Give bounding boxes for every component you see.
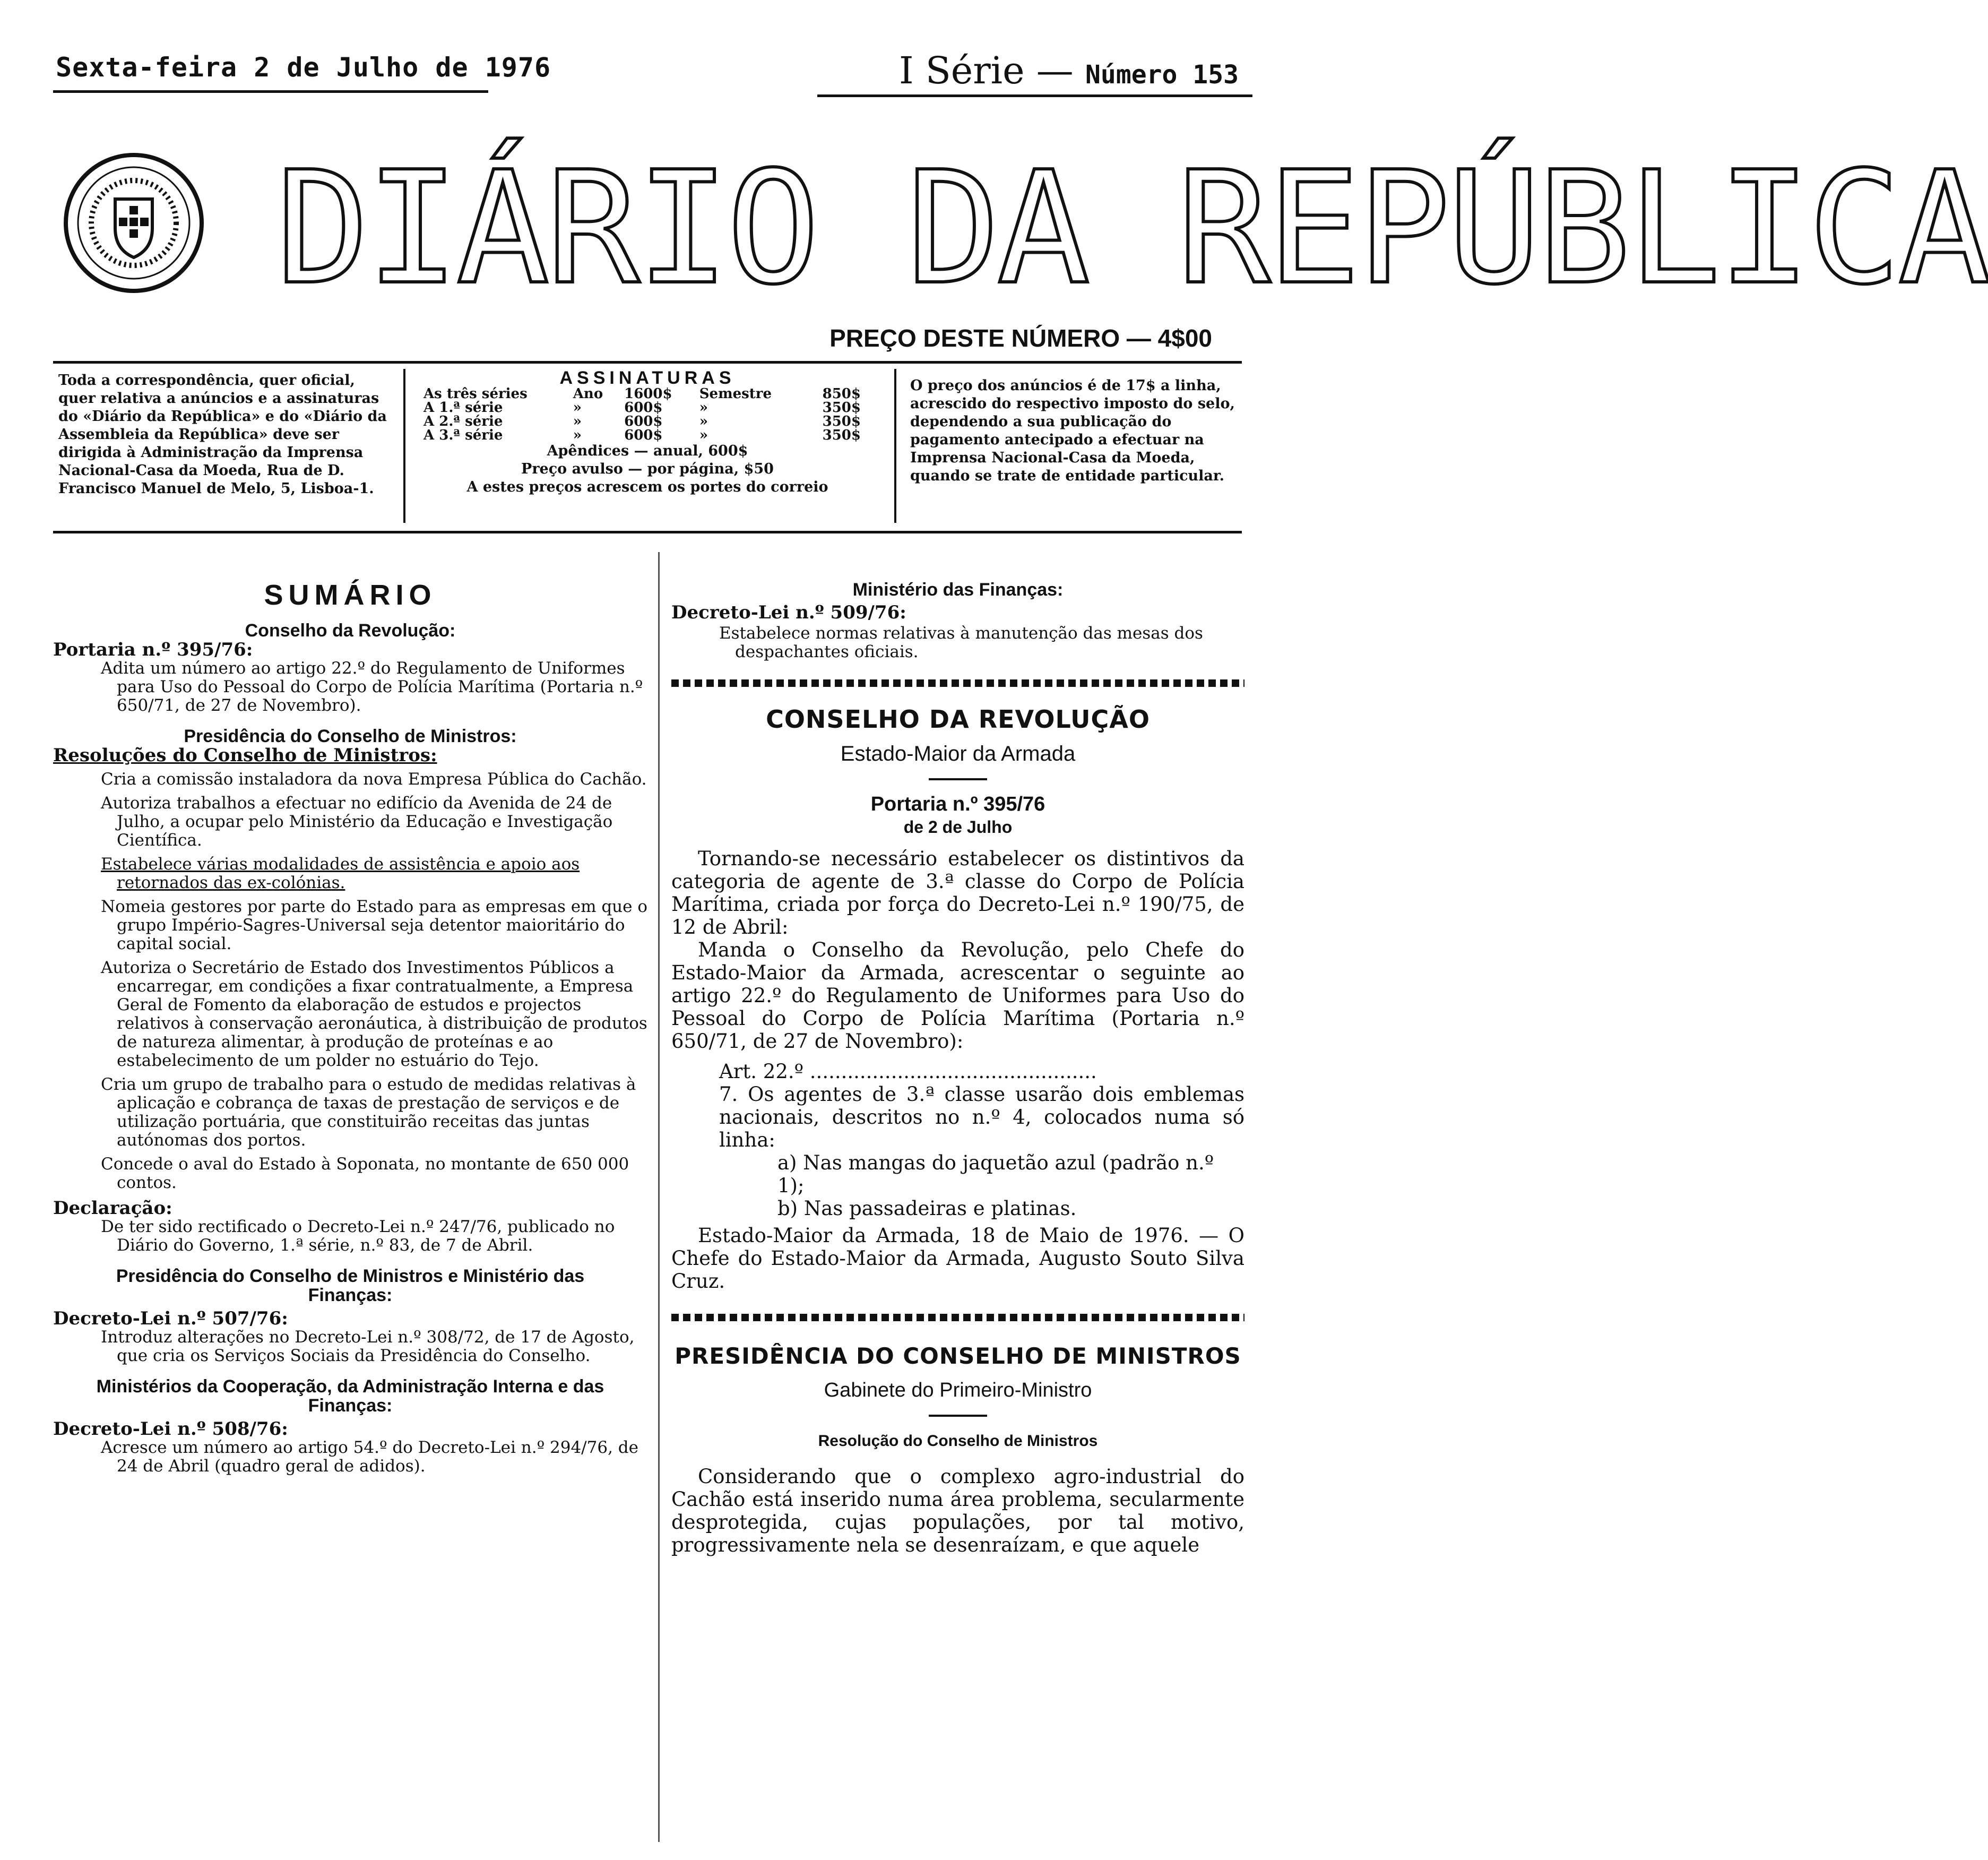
summary-column: [53, 621, 647, 1476]
subscriptions-title: ASSINATURAS: [559, 368, 736, 388]
paragraph: 7. Os agentes de 3.ª classe usarão dois emblemas nacionais, descritos no n.º 4, colocados numa só linha:: [719, 1083, 1244, 1151]
summary-item: Estabelece várias modalidades de assistência e apoio aos retornados das ex-colónias.: [101, 855, 580, 892]
subscription-cell: Semestre: [699, 386, 772, 402]
infobox-bottom-rule: [53, 531, 1242, 533]
summary-label-portaria: Portaria n.º 395/76:: [53, 639, 253, 660]
summary-item: Acresce um número ao artigo 54.º do Decreto-Lei n.º 294/76, de 24 de Abril (quadro geral de adidos).: [101, 1438, 638, 1476]
summary-section-conselho-revolucao: Conselho da Revolução:: [245, 621, 456, 641]
subscription-cell: A 2.ª série: [423, 414, 503, 429]
section-divider: [671, 1314, 1244, 1321]
ads-price-notice: O preço dos anúncios é de 17$ a linha, acrescido do respectivo imposto do selo, dependendo a sua publicação do pagamento antecipado a efectuar na Imprensa Nacional-Casa da Moeda, quando se trate de entidade particular.: [910, 377, 1235, 484]
summary-section-presidencia: Presidência do Conselho de Ministros:: [184, 726, 517, 746]
subscription-cell: 600$: [624, 414, 663, 429]
article-ref: Art. 22.º ..............................................: [719, 1060, 1097, 1083]
header-rule: [53, 361, 1242, 364]
subscription-row: [419, 415, 865, 428]
summary-label-resolucoes: Resoluções do Conselho de Ministros:: [53, 745, 437, 766]
portaria-date: de 2 de Julho: [903, 817, 1013, 837]
summary-title: SUMÁRIO: [264, 579, 437, 611]
summary-item: Introduz alterações no Decreto-Lei n.º 308/72, de 17 de Agosto, que cria os Serviços Sociais da Presidência do Conselho.: [101, 1328, 635, 1365]
subscription-cell: »: [699, 414, 708, 429]
subscription-cell: A 1.ª série: [423, 400, 503, 416]
box-divider-right: [894, 369, 896, 523]
coat-of-arms-seal-icon: [59, 143, 208, 303]
subscription-cell: As três séries: [423, 386, 528, 402]
serie-underline: [817, 94, 1252, 97]
subscription-cell: 350$: [822, 427, 861, 443]
paragraph: Considerando que o complexo agro-industrial do Cachão está inserido numa área problema, secularmente desprotegida, cujas populações, por tal motivo, progressivamente nela se desenraízam, e que aquele: [671, 1465, 1244, 1556]
short-rule: [929, 1415, 987, 1417]
issue-number: Número 153: [1085, 60, 1239, 90]
summary-item: Nomeia gestores por parte do Estado para as empresas em que o grupo Império-Sagres-Universal seja detentor maioritário do capital social.: [101, 897, 648, 953]
summary-label-decreto-507: Decreto-Lei n.º 507/76:: [53, 1308, 288, 1329]
resolution-title: Resolução do Conselho de Ministros: [818, 1432, 1098, 1450]
column-divider: [658, 552, 660, 1842]
apendices-line: Apêndices — anual, 600$: [547, 443, 748, 459]
subscriptions-box: [419, 369, 876, 496]
subscription-row: [419, 401, 865, 415]
summary-resolutions-list: [53, 770, 647, 1192]
section-divider: [671, 679, 1244, 687]
summary-item: Autoriza o Secretário de Estado dos Investimentos Públicos a encarregar, em condições a fixar contratualmente, a Empresa Geral de Fomento da elaboração de estudos e projectos relativos à conservação aeronáutica, à distribuição de produtos de natureza alimentar, à produção de proteínas e ao estabelecimento de um polder no estuário do Tejo.: [101, 958, 647, 1070]
subscription-cell: »: [699, 427, 708, 443]
summary-item: Cria a comissão instaladora da nova Empresa Pública do Cachão.: [101, 770, 647, 789]
masthead-title: DIÁRIO DA REPÚBLICA: [276, 138, 1988, 318]
summary-item: De ter sido rectificado o Decreto-Lei n.º 247/76, publicado no Diário do Governo, 1.ª série, n.º 83, de 7 de Abril.: [101, 1217, 615, 1255]
signature: Estado-Maior da Armada, 18 de Maio de 1976. — O Chefe do Estado-Maior da Armada, Augusto Souto Silva Cruz.: [671, 1224, 1244, 1293]
summary-item: Cria um grupo de trabalho para o estudo de medidas relativas à aplicação e cobrança de taxas de prestação de serviços e de utilização portuária, que constituirão receitas das juntas autónomas dos portos.: [101, 1075, 636, 1150]
article-heading-conselho: CONSELHO DA REVOLUÇÃO: [766, 705, 1150, 734]
subscription-cell: 350$: [822, 400, 861, 416]
issue-series: I Série — Número 153: [898, 49, 1239, 92]
paragraph: Manda o Conselho da Revolução, pelo Chefe do Estado-Maior da Armada, acrescentar o seguinte ao artigo 22.º do Regulamento de Uniformes para Uso do Pessoal do Corpo de Polícia Marítima (Portaria n.º 650/71, de 27 de Novembro):: [671, 938, 1244, 1053]
price-line: PREÇO DESTE NÚMERO — 4$00: [829, 324, 1212, 352]
serie-label: I Série: [898, 49, 1025, 92]
summary-section-presidencia-financas: Presidência do Conselho de Ministros e Ministério das Finanças:: [116, 1266, 585, 1305]
short-rule: [929, 778, 987, 780]
summary-label-decreto-509: Decreto-Lei n.º 509/76:: [671, 602, 906, 623]
box-divider-left: [403, 369, 405, 523]
avulso-line: Preço avulso — por página, $50: [521, 461, 774, 477]
subscription-cell: »: [699, 400, 708, 416]
article-subheading: Estado-Maior da Armada: [840, 742, 1076, 765]
correspondence-notice: Toda a correspondência, quer oficial, quer relativa a anúncios e a assinaturas do «Diário da República» e do «Diário da Assembleia da República» deve ser dirigida à Administração da Imprensa Nacional-Casa da Moeda, Rua de D. Francisco Manuel de Melo, 5, Lisboa-1.: [58, 372, 387, 497]
right-column: [671, 579, 1244, 1556]
list-item: b) Nas passadeiras e platinas.: [777, 1197, 1077, 1220]
correio-line: A estes preços acrescem os portes do correio: [466, 479, 828, 495]
subscription-cell: 1600$: [624, 386, 672, 402]
subscriptions-table: [419, 387, 865, 442]
summary-label-decreto-508: Decreto-Lei n.º 508/76:: [53, 1418, 288, 1440]
subscription-cell: »: [573, 400, 582, 416]
summary-item: Adita um número ao artigo 22.º do Regulamento de Uniformes para Uso do Pessoal do Corpo de Polícia Marítima (Portaria n.º 650/71, de 27 de Novembro).: [101, 659, 643, 715]
subscription-cell: 600$: [624, 400, 663, 416]
date-underline: [53, 90, 488, 93]
subscription-row: [419, 428, 865, 442]
subscription-cell: 350$: [822, 414, 861, 429]
summary-section-financas: Ministério das Finanças:: [852, 580, 1064, 600]
summary-section-cooperacao: Ministérios da Cooperação, da Administração Interna e das Finanças:: [96, 1376, 604, 1416]
subscription-cell: Ano: [573, 386, 603, 402]
paragraph: Tornando-se necessário estabelecer os distintivos da categoria de agente de 3.ª classe do Corpo de Polícia Marítima, criada por força do Decreto-Lei n.º 190/75, de 12 de Abril:: [671, 847, 1244, 938]
subscription-row: [419, 387, 865, 401]
summary-label-declaracao: Declaração:: [53, 1198, 172, 1219]
subscription-cell: 850$: [822, 386, 861, 402]
subscription-cell: 600$: [624, 427, 663, 443]
summary-item: Autoriza trabalhos a efectuar no edifício da Avenida de 24 de Julho, a ocupar pelo Ministério da Educação e Investigação Científica.: [101, 794, 613, 850]
list-item: a) Nas mangas do jaquetão azul (padrão n.º 1);: [777, 1151, 1214, 1197]
issue-date: Sexta-feira 2 de Julho de 1976: [56, 52, 551, 83]
summary-item: Concede o aval do Estado à Soponata, no montante de 650 000 contos.: [101, 1155, 629, 1192]
portaria-title: Portaria n.º 395/76: [870, 793, 1045, 815]
subscription-cell: »: [573, 414, 582, 429]
subscription-cell: »: [573, 427, 582, 443]
summary-item: Estabelece normas relativas à manutenção das mesas dos despachantes oficiais.: [719, 624, 1203, 661]
article-heading-presidencia: PRESIDÊNCIA DO CONSELHO DE MINISTROS: [675, 1343, 1241, 1369]
subscription-cell: A 3.ª série: [423, 427, 503, 443]
article-subheading: Gabinete do Primeiro-Ministro: [824, 1379, 1092, 1401]
